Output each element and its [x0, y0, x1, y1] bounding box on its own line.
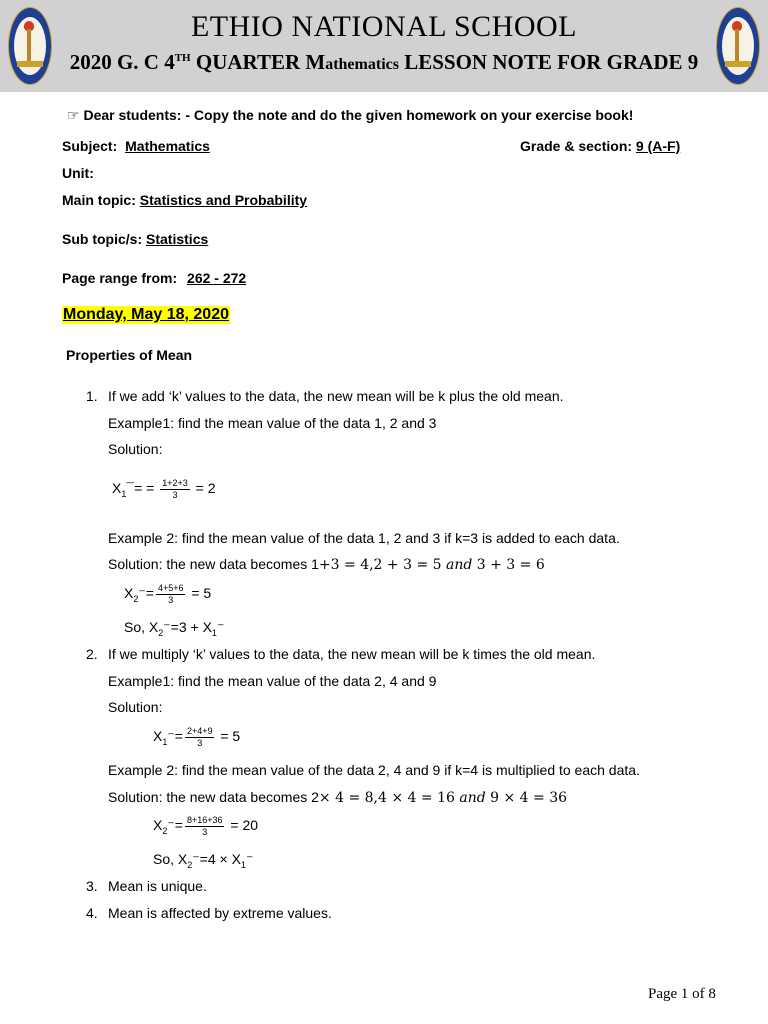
example-text: Example1: find the mean value of the data 2, 4 and 9 [108, 673, 437, 689]
list-item-text: If we add ‘k’ values to the data, the new mean will be k plus the old mean. [108, 388, 564, 404]
lesson-date: Monday, May 18, 2020 [63, 306, 229, 323]
sub-topic-row: Sub topic/s: Statistics [62, 231, 209, 247]
pointing-hand-icon: ☞ [67, 107, 80, 123]
list-item-text: If we multiply ‘k’ values to the data, the new mean will be k times the old mean. [108, 646, 596, 662]
equation: $X_1^-=$ $\frac{2+4+9}{3}$ = 5 [153, 726, 241, 748]
example-text: Example1: find the mean value of the data 1, 2 and 3 [108, 415, 437, 431]
conclusion-text: So, $X_2^-=3 + X_1^-$ [124, 619, 225, 638]
school-name: ETHIO NATIONAL SCHOOL [190, 10, 577, 43]
solution-label: Solution: [108, 441, 163, 457]
list-item-number: 2. [86, 646, 98, 662]
intro-note: ☞ Dear students: - Copy the note and do the given homework on your exercise book! [67, 107, 634, 123]
list-item-number: 1. [86, 388, 98, 404]
list-item-text: Mean is affected by extreme values. [108, 905, 332, 921]
lesson-subtitle: 2020 G. C 4TH QUARTER Mathematics LESSON NOTE FOR GRADE 9 [69, 50, 699, 74]
page-header [0, 0, 768, 92]
page-range-row: Page range from: 262 - 272 [62, 270, 247, 286]
list-item-text: Mean is unique. [108, 878, 207, 894]
example-text: Example 2: find the mean value of the data 1, 2 and 3 if k=3 is added to each data. [108, 530, 620, 546]
solution-text: Solution: the new data becomes 2× 4 = 8,4 × 4 = 16 and 9 × 4 = 36 [108, 789, 568, 806]
list-item-number: 4. [86, 905, 98, 921]
main-topic-row: Main topic: Statistics and Probability [62, 192, 308, 208]
equation: $X_2^-=$ $\frac{8+16+36}{3}$ = 20 [153, 815, 259, 837]
list-item-number: 3. [86, 878, 98, 894]
unit-row: Unit: [62, 165, 94, 181]
grade-row: Grade & section: 9 (A-F) [520, 138, 681, 154]
solution-text: Solution: the new data becomes 1+3 = 4,2 + 3 = 5 and 3 + 3 = 6 [108, 556, 545, 573]
equation: $X_2^-=$ $\frac{4+5+6}{3}$ = 5 [124, 583, 212, 605]
page-number: Page 1 of 8 [648, 986, 716, 1002]
solution-label: Solution: [108, 699, 163, 715]
example-text: Example 2: find the mean value of the data 2, 4 and 9 if k=4 is multiplied to each data. [108, 762, 640, 778]
conclusion-text: So, $X_2^-=4 \times X_1^-$ [153, 851, 254, 870]
equation: $X_1¯=$ = $\frac{1+2+3}{3}$ = 2 [112, 478, 216, 500]
subject-row: Subject: Mathematics [62, 138, 210, 154]
section-title: Properties of Mean [66, 347, 193, 363]
